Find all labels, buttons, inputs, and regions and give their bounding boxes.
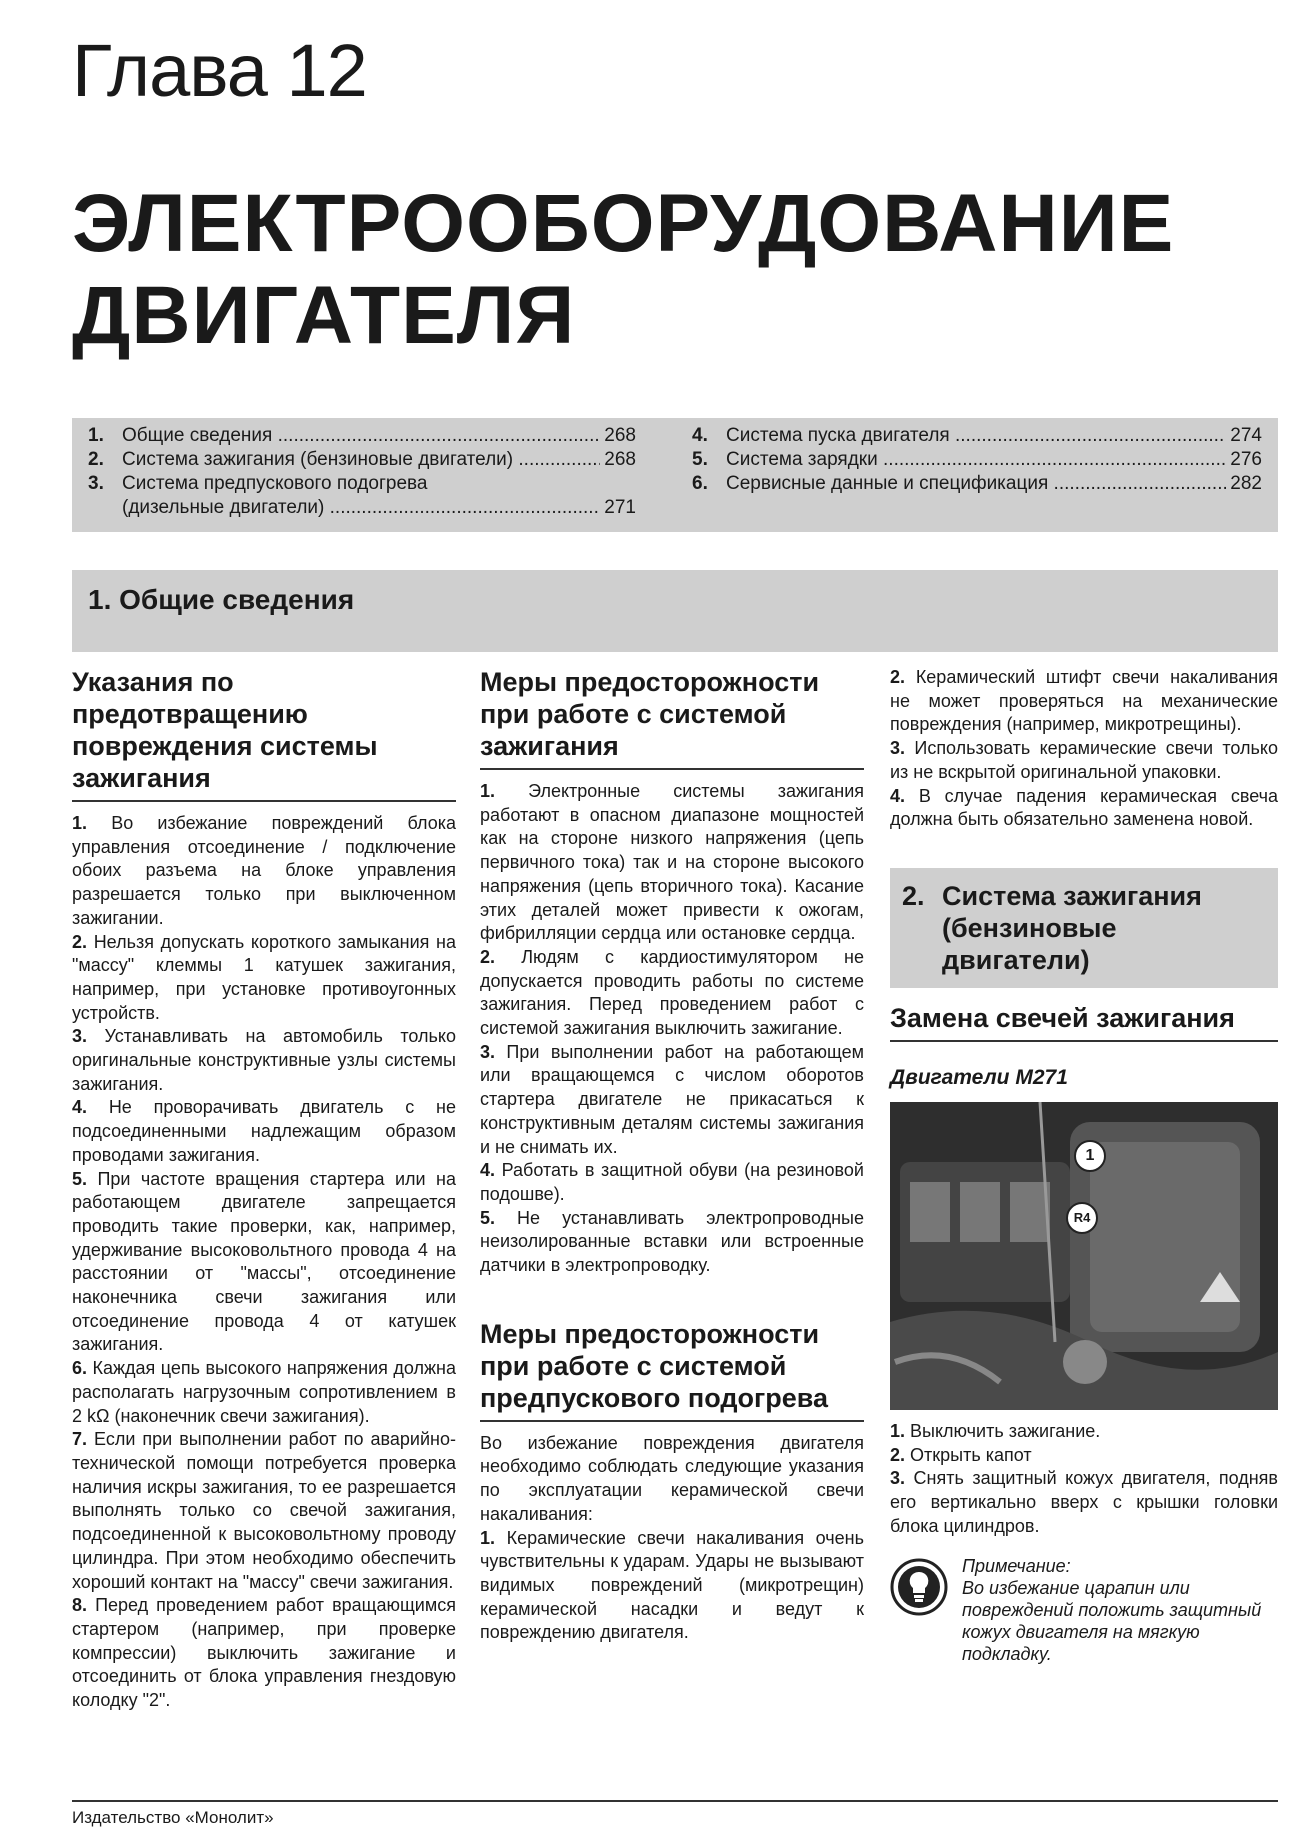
col3-subheading: Замена свечей зажигания — [890, 1002, 1278, 1042]
list-item — [72, 1594, 456, 1713]
list-item-number: 1. — [480, 781, 496, 801]
list-item-text: Работать в защитной обуви (на резиновой подошве). — [480, 1160, 864, 1204]
list-item-number: 6. — [72, 1358, 88, 1379]
note-text: Во избежание царапин или повреждений положить защитный кожух двигателя на мягкую подкладку. — [962, 1578, 1262, 1665]
list-item — [72, 812, 456, 931]
list-item-text: Не устанавливать электропроводные неизолированные вставки или встроенные датчики в электропроводку. — [480, 1207, 864, 1276]
column-1 — [72, 666, 456, 1713]
toc-item[interactable] — [88, 448, 636, 472]
list-item-text: Выключить зажигание. — [910, 1420, 1101, 1441]
list-item-number: 4. — [72, 1097, 88, 1118]
section-2-number: 2. — [902, 880, 925, 911]
list-item — [890, 1420, 1278, 1444]
list-item-number: 2. — [890, 1444, 906, 1465]
list-item-number: 5. — [480, 1207, 496, 1228]
list-item-text: Нельзя допускать короткого замыкания на "массу" клеммы 1 катушек зажигания, например, при установке противоугонных устройств. — [72, 931, 456, 1023]
list-item — [72, 1096, 456, 1167]
chapter-title-line1: ЭЛЕКТРООБОРУДОВАНИЕ — [72, 178, 1175, 269]
col2-list-1 — [480, 780, 864, 1278]
chapter-label: Глава 12 — [72, 29, 367, 112]
col1-heading: Указания по предотвращению повреждения системы зажигания — [72, 666, 456, 802]
list-item — [480, 946, 864, 1041]
list-item-number: 2. — [480, 946, 496, 967]
toc-item-text — [726, 448, 1226, 472]
toc-item[interactable] — [88, 472, 636, 496]
toc-item-page: 268 — [604, 449, 636, 470]
toc-item-text — [122, 448, 600, 472]
toc-item-number: 2. — [88, 449, 104, 470]
list-item — [72, 1168, 456, 1358]
section-2-title: Система зажигания (бензиновые двигатели) — [942, 880, 1202, 975]
list-item-text: Керамические свечи накаливания очень чувствительны к ударам. Удары не вызывают видимых повреждений (микротрещин) керамической насадки и ведут к повреждению двигателя. — [480, 1527, 864, 1643]
toc-item-label: Система зажигания (бензиновые двигатели) — [122, 449, 514, 470]
list-item-text: При частоте вращения стартера или на работающем двигателе запрещается проводить такие проверки, как, например, удерживание высоковольтного провода 4 на расстоянии от "массы", отсоединение наконечника свечи зажигания или отсоединение провода 4 от катушек зажигания. — [72, 1168, 456, 1355]
list-item-text: Использовать керамические свечи только из не вскрытой оригинальной упаковки. — [890, 738, 1278, 782]
list-item-number: 5. — [72, 1168, 88, 1189]
engine-label: Двигатели M271 — [890, 1065, 1068, 1089]
list-item-text: При выполнении работ на работающем или вращающемся с числом оборотов стартера двигателе не прикасаться к конструктивным деталям системы зажигания и не снимать их. — [480, 1041, 864, 1157]
toc-item-page: 271 — [604, 497, 636, 518]
chapter-title-line2: ДВИГАТЕЛЯ — [72, 270, 576, 361]
toc-item-continuation[interactable] — [88, 496, 636, 520]
list-item-number: 1. — [890, 1420, 906, 1441]
list-item — [890, 666, 1278, 737]
list-item — [480, 1207, 864, 1278]
toc-item-text — [122, 496, 600, 520]
toc-item[interactable] — [88, 424, 636, 448]
list-item — [72, 1025, 456, 1096]
list-item-text: Не проворачивать двигатель с не подсоединенными надлежащим образом проводами зажигания. — [72, 1097, 456, 1165]
list-item-number: 2. — [72, 931, 88, 952]
footer-rule — [72, 1800, 1278, 1802]
list-item-number: 1. — [480, 1527, 496, 1548]
list-item — [890, 737, 1278, 784]
list-item-text: Людям с кардиостимулятором не допускается проводить работы по системе зажигания. Перед проведением работ с системой зажигания выключить зажигание. — [480, 946, 864, 1039]
list-item-text: Каждая цепь высокого напряжения должна располагать нагрузочным сопротивлением в 2 kΩ (наконечник свечи зажигания). — [72, 1358, 456, 1426]
column-3 — [890, 666, 1278, 1665]
list-item — [72, 1428, 456, 1594]
list-item-number: 8. — [72, 1595, 88, 1616]
section-1-heading: 1. Общие сведения — [88, 584, 355, 615]
toc-item-page: 276 — [1230, 449, 1262, 470]
list-item-number: 3. — [890, 738, 906, 759]
toc-item-page: 274 — [1230, 425, 1262, 446]
toc-item-number: 3. — [88, 473, 104, 494]
col2-heading-2: Меры предосторожности при работе с системой предпускового подогрева — [480, 1318, 864, 1422]
chapter-title — [72, 178, 1174, 362]
toc-item-text — [726, 424, 1226, 448]
note-label: Примечание: — [962, 1556, 1071, 1577]
toc-item-text — [122, 424, 600, 448]
list-item-number: 7. — [72, 1429, 88, 1450]
col1-list — [72, 812, 456, 1713]
list-item-number: 3. — [72, 1026, 88, 1047]
toc-item[interactable] — [692, 472, 1262, 496]
toc-item-page: 282 — [1230, 473, 1262, 494]
list-item — [890, 1444, 1278, 1468]
table-of-contents — [72, 418, 1278, 532]
list-item-text: Устанавливать на автомобиль только оригинальные конструктивные узлы системы зажигания. — [72, 1026, 456, 1094]
list-item-text: Керамический штифт свечи накаливания не может проверяться на механические повреждения (например, микротрещины). — [890, 667, 1278, 735]
list-item-text: Снять защитный кожух двигателя, подняв его вертикально вверх с крышки головки блока цилиндров. — [890, 1468, 1278, 1536]
toc-item[interactable] — [692, 424, 1262, 448]
toc-item-page: 268 — [604, 425, 636, 446]
list-item-number: 2. — [890, 667, 906, 687]
list-item-text: Во избежание повреждений блока управления отсоединение / подключение обоих разъема на блоке управления разрешается только при выключенном зажигании. — [72, 813, 456, 928]
column-2 — [480, 666, 864, 1645]
col2-heading-1: Меры предосторожности при работе с системой зажигания — [480, 666, 864, 770]
toc-item-number: 6. — [692, 473, 708, 494]
callout-1: 1 — [1074, 1140, 1106, 1172]
list-item — [480, 1041, 864, 1160]
toc-item-label: Сервисные данные и спецификация — [726, 473, 1049, 494]
col3-list-top — [890, 666, 1278, 832]
list-item — [890, 1467, 1278, 1538]
col2-intro: Во избежание повреждения двигателя необходимо соблюдать следующие указания по эксплуатации керамической свечи накаливания: — [480, 1432, 864, 1524]
list-item — [890, 785, 1278, 832]
list-item-number: 3. — [890, 1468, 906, 1489]
note-box — [890, 1556, 1278, 1665]
list-item — [72, 931, 456, 1026]
callout-r4: R4 — [1066, 1202, 1098, 1234]
toc-column-right — [692, 424, 1262, 496]
list-item-text: Электронные системы зажигания работают в опасном диапазоне мощностей как на стороне низкого напряжения (цепь первичного тока) так и на стороне высокого напряжения (цепь вторичного тока). Касание этих деталей может привести к ожогам, фибрилляции сердца или остановке сердца. — [480, 781, 864, 944]
section-2-header — [890, 868, 1278, 988]
toc-item-label: Общие сведения — [122, 425, 273, 446]
toc-item-label: Система зарядки — [726, 449, 878, 470]
list-item-text: Перед проведением работ вращающимся стартером (например, при проверке компрессии) выключить зажигание и отсоединить от блока управления гнездовую колодку "2". — [72, 1595, 456, 1711]
col3-steps — [890, 1420, 1278, 1539]
toc-item-label: (дизельные двигатели) — [122, 497, 325, 518]
list-item — [480, 1527, 864, 1646]
footer-publisher: Издательство «Монолит» — [72, 1808, 274, 1827]
col2-list-2 — [480, 1527, 864, 1646]
toc-item-label: Система пуска двигателя — [726, 425, 950, 446]
lightbulb-icon — [890, 1558, 948, 1616]
toc-item-number: 5. — [692, 449, 708, 470]
toc-item-number: 1. — [88, 425, 104, 446]
section-1-header — [72, 570, 1278, 652]
list-item-text: Если при выполнении работ по аварийно-технической помощи потребуется проверка наличия искры зажигания, то ее разрешается выполнять только со свечой зажигания, подсоединенной к высоковольтному проводу цилиндра. При этом необходимо обеспечить хороший контакт на "массу" свечи зажигания. — [72, 1429, 456, 1592]
toc-item-text — [726, 472, 1226, 496]
list-item-number: 4. — [480, 1160, 496, 1181]
list-item-text: Открыть капот — [910, 1444, 1032, 1465]
list-item — [72, 1357, 456, 1428]
engine-photo — [890, 1102, 1278, 1410]
toc-item[interactable] — [692, 448, 1262, 472]
toc-item-number: 4. — [692, 425, 708, 446]
list-item-number: 1. — [72, 813, 88, 833]
toc-column-left — [88, 424, 636, 520]
toc-item-text: Система предпускового подогрева — [122, 473, 428, 494]
list-item-number: 3. — [480, 1041, 496, 1062]
list-item-text: В случае падения керамическая свеча должна быть обязательно заменена новой. — [890, 785, 1278, 830]
list-item-number: 4. — [890, 785, 906, 806]
list-item — [480, 1159, 864, 1206]
list-item — [480, 780, 864, 946]
